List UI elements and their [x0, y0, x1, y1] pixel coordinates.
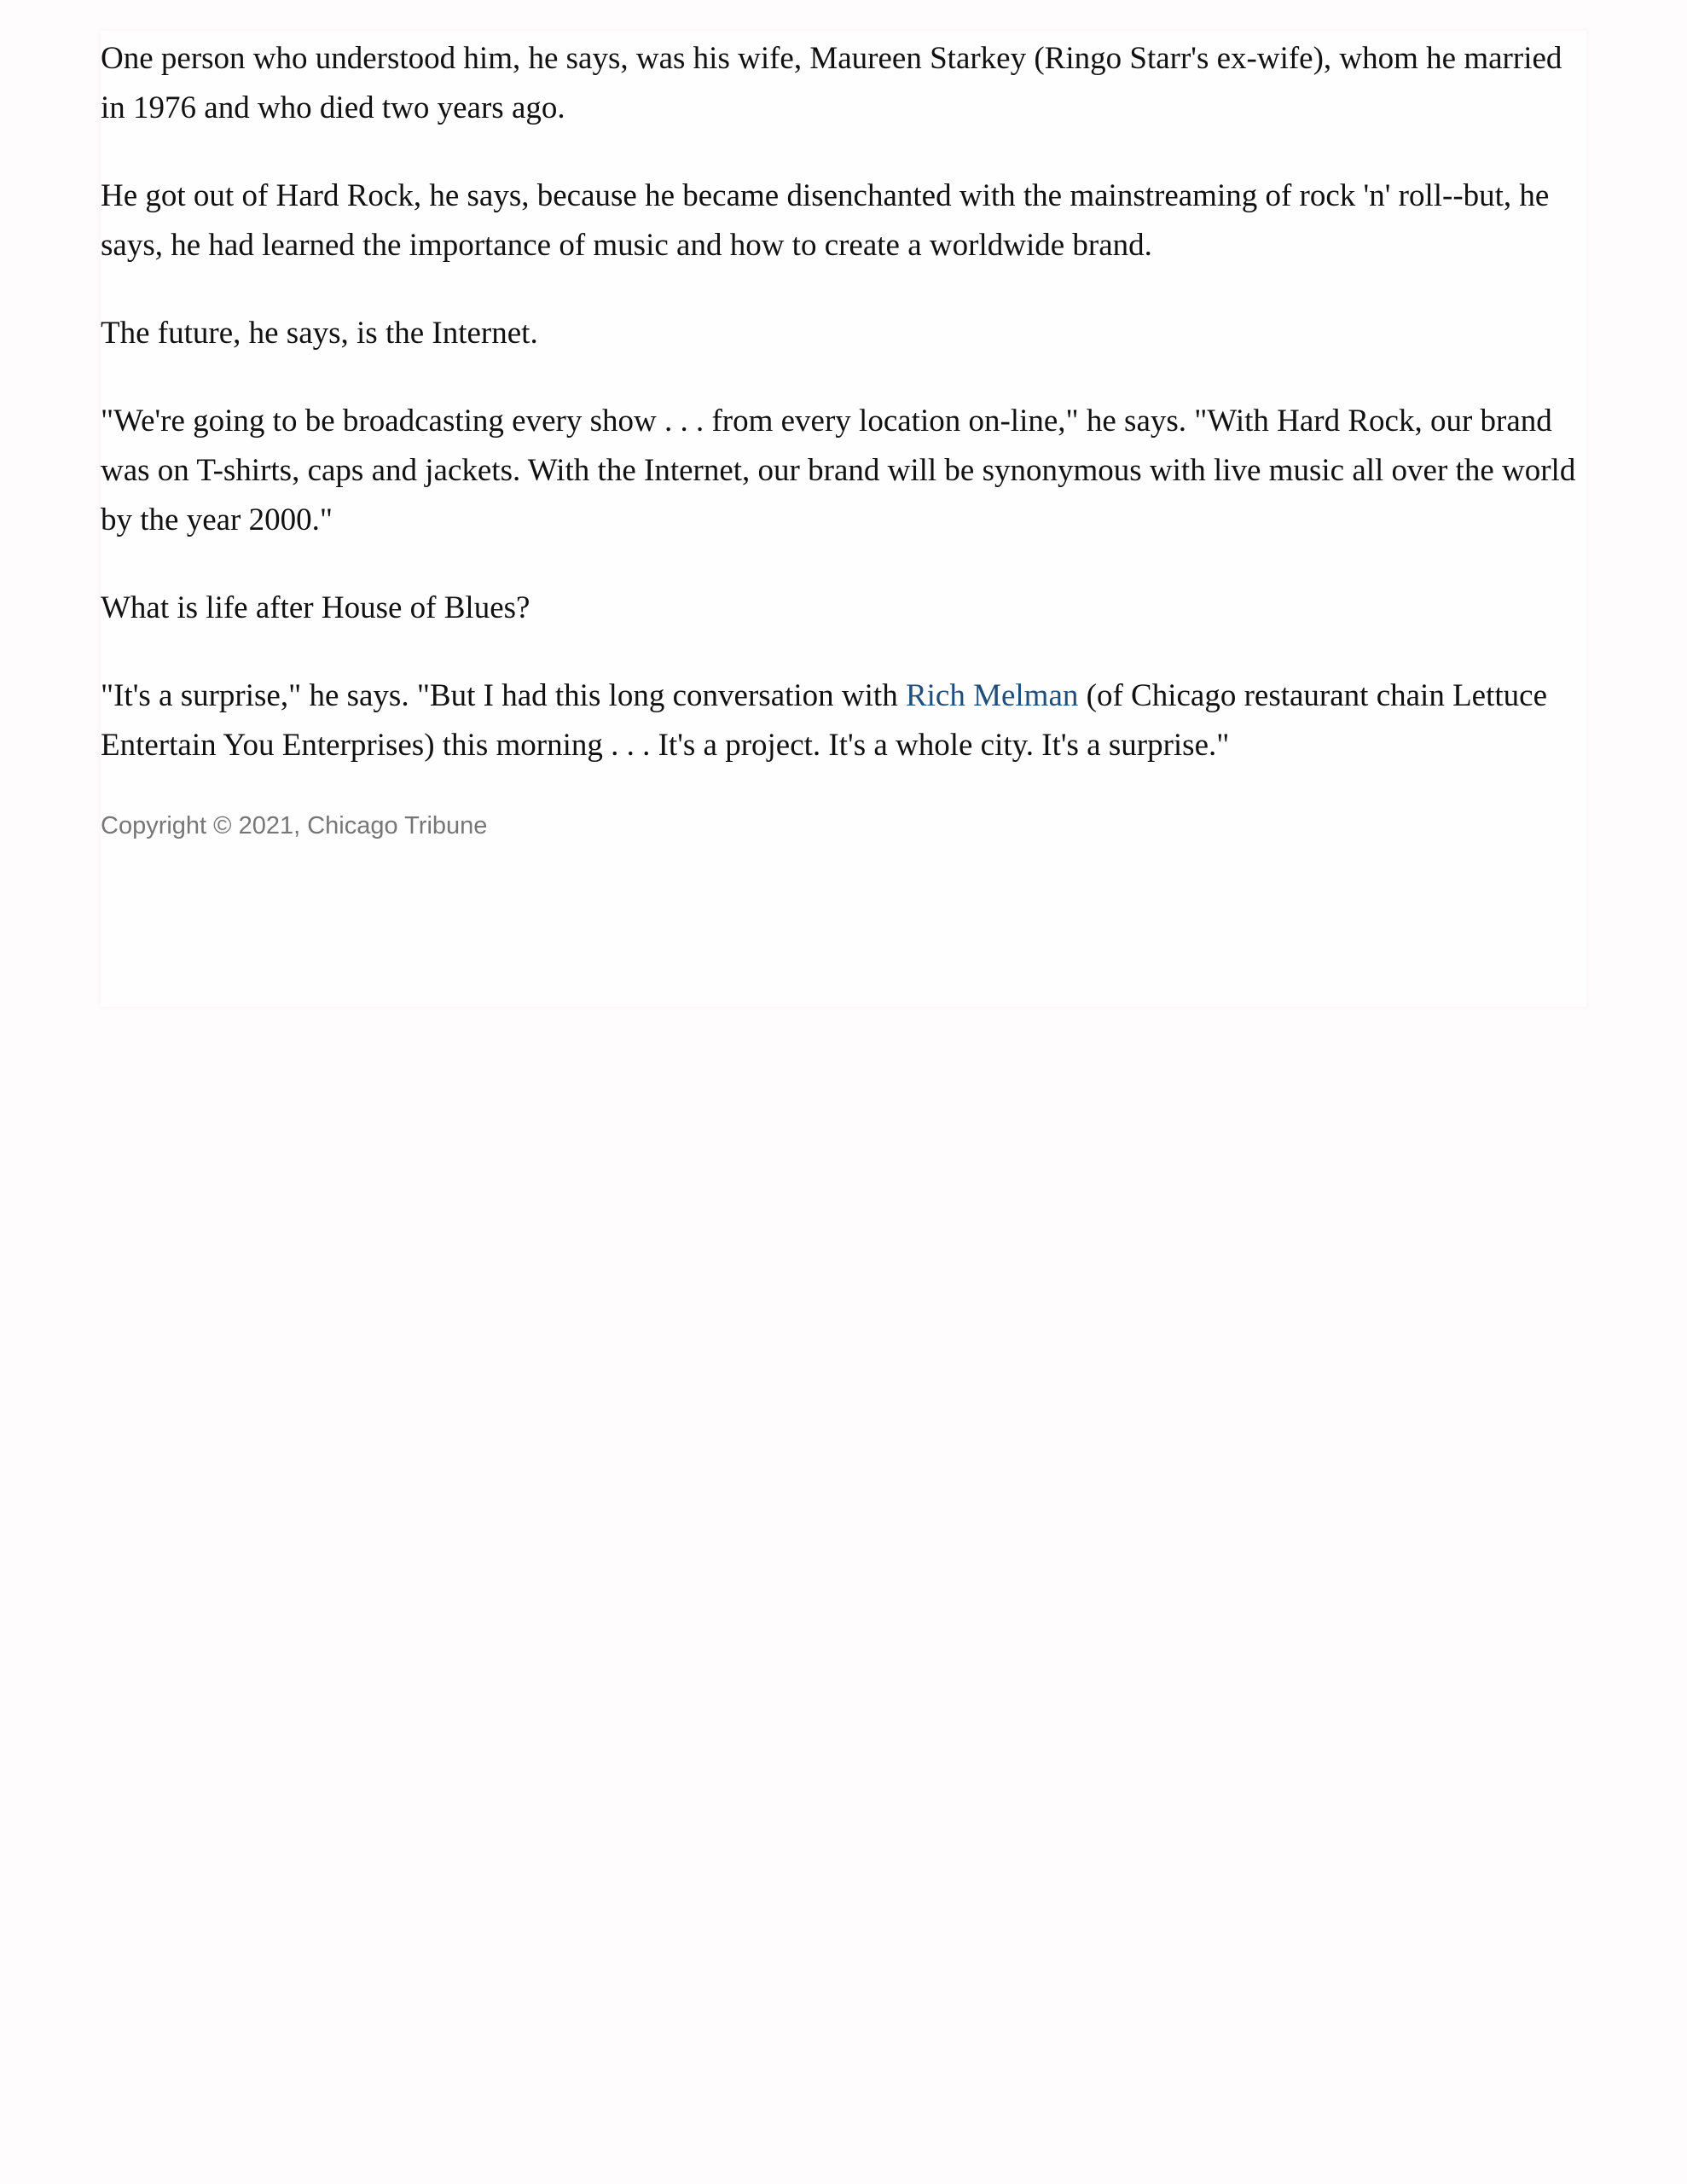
article-body — [101, 31, 1586, 1007]
article-paragraph: "We're going to be broadcasting every show . . . from every location on-line," he says. "With Hard Rock, our brand was on T-shirts, caps and jackets. With the Internet, our brand will be synonymous with live music all over the world by the year 2000." — [101, 404, 1576, 537]
article-paragraph: What is life after House of Blues? — [101, 590, 530, 625]
copyright-notice: Copyright © 2021, Chicago Tribune — [101, 812, 488, 839]
article-paragraph: The future, he says, is the Internet. — [101, 316, 538, 351]
article-paragraph: He got out of Hard Rock, he says, because he became disenchanted with the mainstreaming of rock 'n' roll--but, he says, he had learned the importance of music and how to create a worldwide brand. — [101, 178, 1550, 263]
article-paragraph-with-link — [101, 671, 1586, 770]
article-paragraph: One person who understood him, he says, was his wife, Maureen Starkey (Ringo Starr's ex-wife), whom he married in 1976 and who died two years ago. — [101, 41, 1562, 125]
paragraph-text-after-link: (of Chicago restaurant chain Lettuce Entertain You Enterprises) this morning . . . It's a project. It's a whole city. It's a surprise." — [101, 678, 1548, 763]
paragraph-text-before-link: "It's a surprise," he says. "But I had this long conversation with — [101, 678, 906, 713]
rich-melman-link[interactable]: Rich Melman — [905, 678, 1079, 713]
